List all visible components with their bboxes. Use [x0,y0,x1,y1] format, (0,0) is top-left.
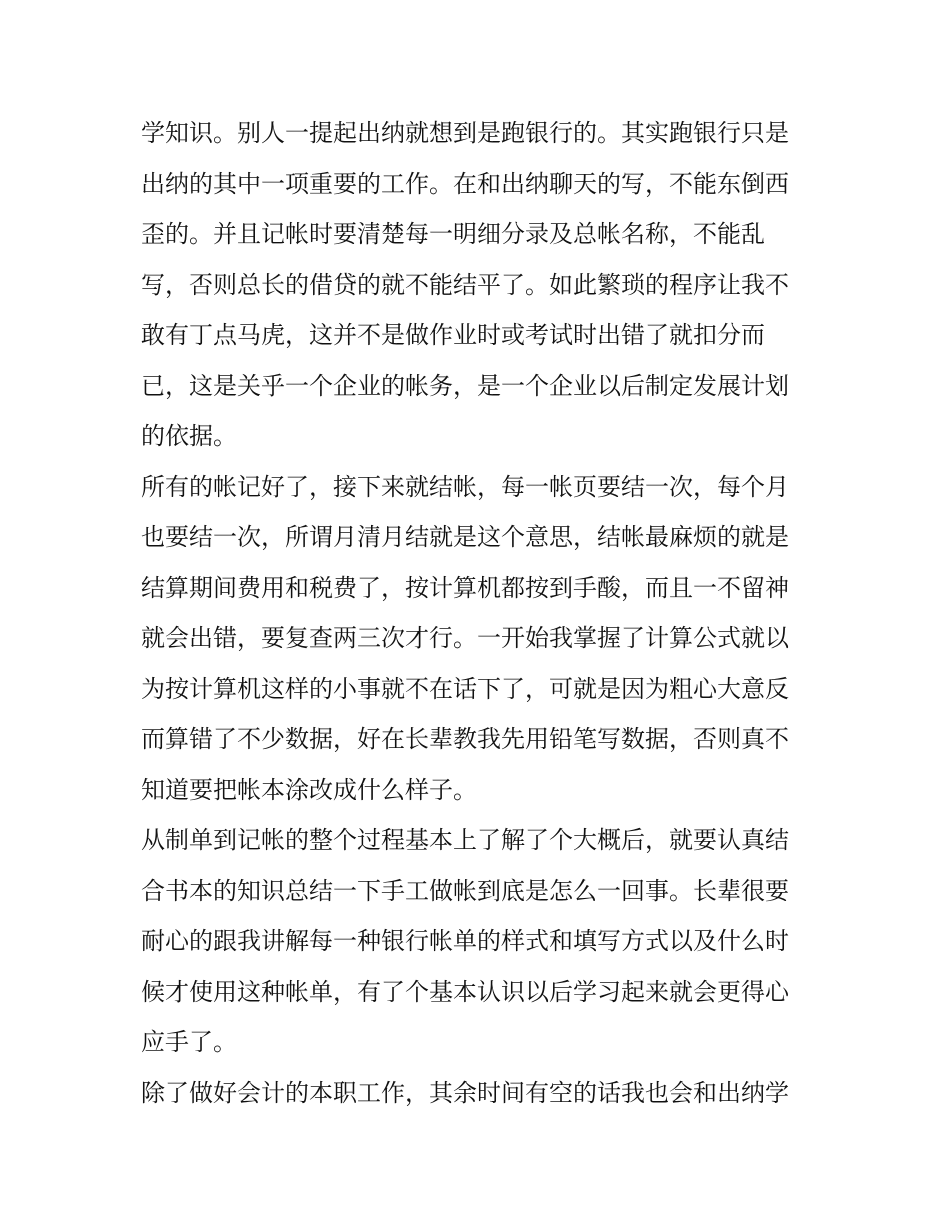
text-line: 为按计算机这样的小事就不在话下了，可就是因为粗心大意反 [141,674,789,703]
text-line: 应手了。 [141,1028,237,1056]
text-line: 就会出错，要复查两三次才行。一开始我掌握了计算公式就以 [141,624,789,652]
text-line: 学知识。别人一提起出纳就想到是跑银行的。其实跑银行只是 [141,119,789,147]
text-line: 歪的。并且记帐时要清楚每一明细分录及总帐名称，不能乱 [141,220,765,248]
text-line: 敢有丁点马虎，这并不是做作业时或考试时出错了就扣分而 [141,321,765,349]
text-line: 写，否则总长的借贷的就不能结平了。如此繁琐的程序让我不 [141,270,789,299]
text-line: 所有的帐记好了，接下来就结帐，每一帐页要结一次，每个月 [141,472,789,501]
text-line: 除了做好会计的本职工作，其余时间有空的话我也会和出纳学 [141,1078,789,1107]
text-line: 合书本的知识总结一下手工做帐到底是怎么一回事。长辈很要 [141,876,789,905]
text-line: 而算错了不少数据，好在长辈教我先用铅笔写数据，否则真不 [141,725,789,753]
body-text [141,108,821,1118]
text-line: 的依据。 [141,422,237,450]
text-line: 已，这是关乎一个企业的帐务，是一个企业以后制定发展计划 [141,371,789,400]
text-line: 从制单到记帐的整个过程基本上了解了个大概后，就要认真结 [141,826,789,854]
text-line: 知道要把帐本涂改成什么样子。 [141,775,477,804]
text-line: 也要结一次，所谓月清月结就是这个意思，结帐最麻烦的就是 [141,523,789,551]
text-line: 出纳的其中一项重要的工作。在和出纳聊天的写，不能东倒西 [141,169,789,198]
text-line: 结算期间费用和税费了，按计算机都按到手酸，而且一不留神 [141,573,789,602]
text-line: 候才使用这种帐单，有了个基本认识以后学习起来就会更得心 [141,977,789,1006]
text-line: 耐心的跟我讲解每一种银行帐单的样式和填写方式以及什么时 [141,927,789,955]
